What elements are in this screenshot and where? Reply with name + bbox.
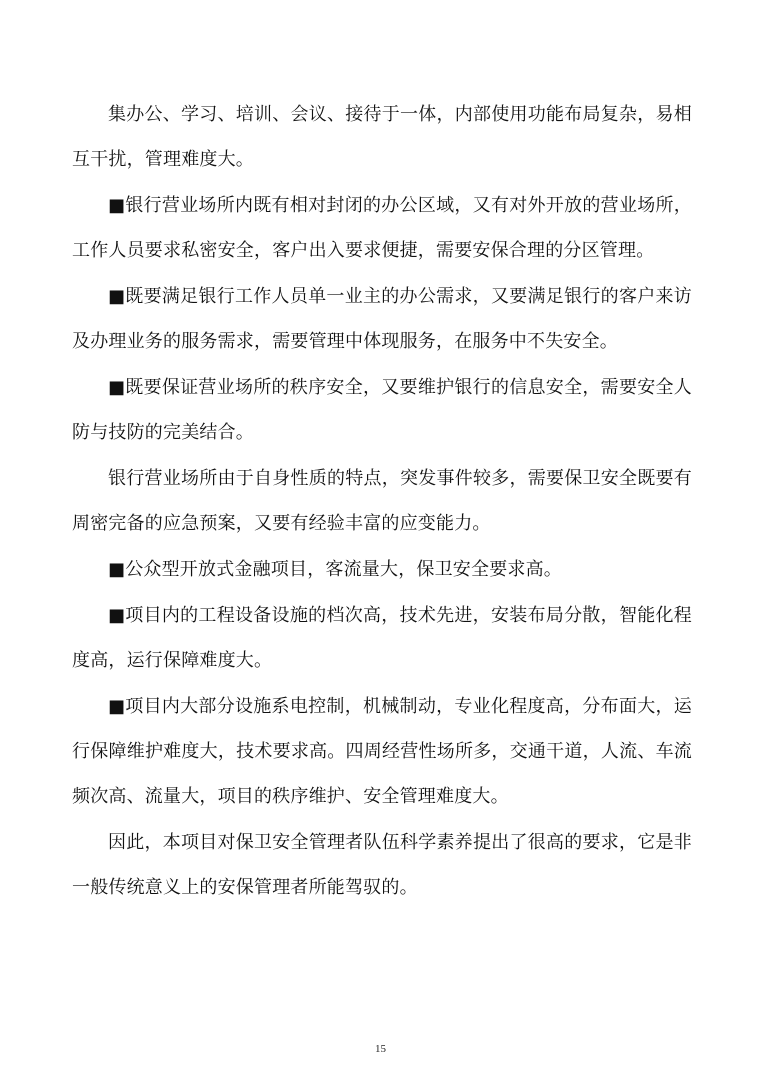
- body-text: [72, 92, 692, 911]
- paragraph-9: 因此，本项目对保卫安全管理者队伍科学素养提出了很高的要求，它是非一般传统意义上的安保管理者所能驾驭的。: [72, 832, 692, 898]
- paragraph-8: ■项目内大部分设施系电控制，机械制动，专业化程度高，分布面大，运行保障维护难度大，技术要求高。四周经营性场所多，交通干道，人流、车流频次高、流量大，项目的秩序维护、安全管理难度大。: [72, 696, 692, 807]
- paragraph-3: ■既要满足银行工作人员单一业主的办公需求，又要满足银行的客户来访及办理业务的服务需求，需要管理中体现服务，在服务中不失安全。: [72, 286, 692, 352]
- paragraph-1: 集办公、学习、培训、会议、接待于一体，内部使用功能布局复杂，易相互干扰，管理难度大。: [72, 104, 692, 170]
- paragraph-6: ■公众型开放式金融项目，客流量大，保卫安全要求高。: [108, 559, 563, 580]
- paragraph-5: 银行营业场所由于自身性质的特点，突发事件较多，需要保卫安全既要有周密完备的应急预案，又要有经验丰富的应变能力。: [72, 468, 692, 534]
- paragraph-2: ■银行营业场所内既有相对封闭的办公区域，又有对外开放的营业场所，工作人员要求私密安全，客户出入要求便捷，需要安保合理的分区管理。: [72, 195, 692, 261]
- page-number: 15: [375, 1043, 386, 1055]
- paragraph-4: ■既要保证营业场所的秩序安全，又要维护银行的信息安全，需要安全人防与技防的完美结合。: [72, 377, 692, 443]
- paragraph-7: ■项目内的工程设备设施的档次高，技术先进，安装布局分散，智能化程度高，运行保障难度大。: [72, 605, 692, 671]
